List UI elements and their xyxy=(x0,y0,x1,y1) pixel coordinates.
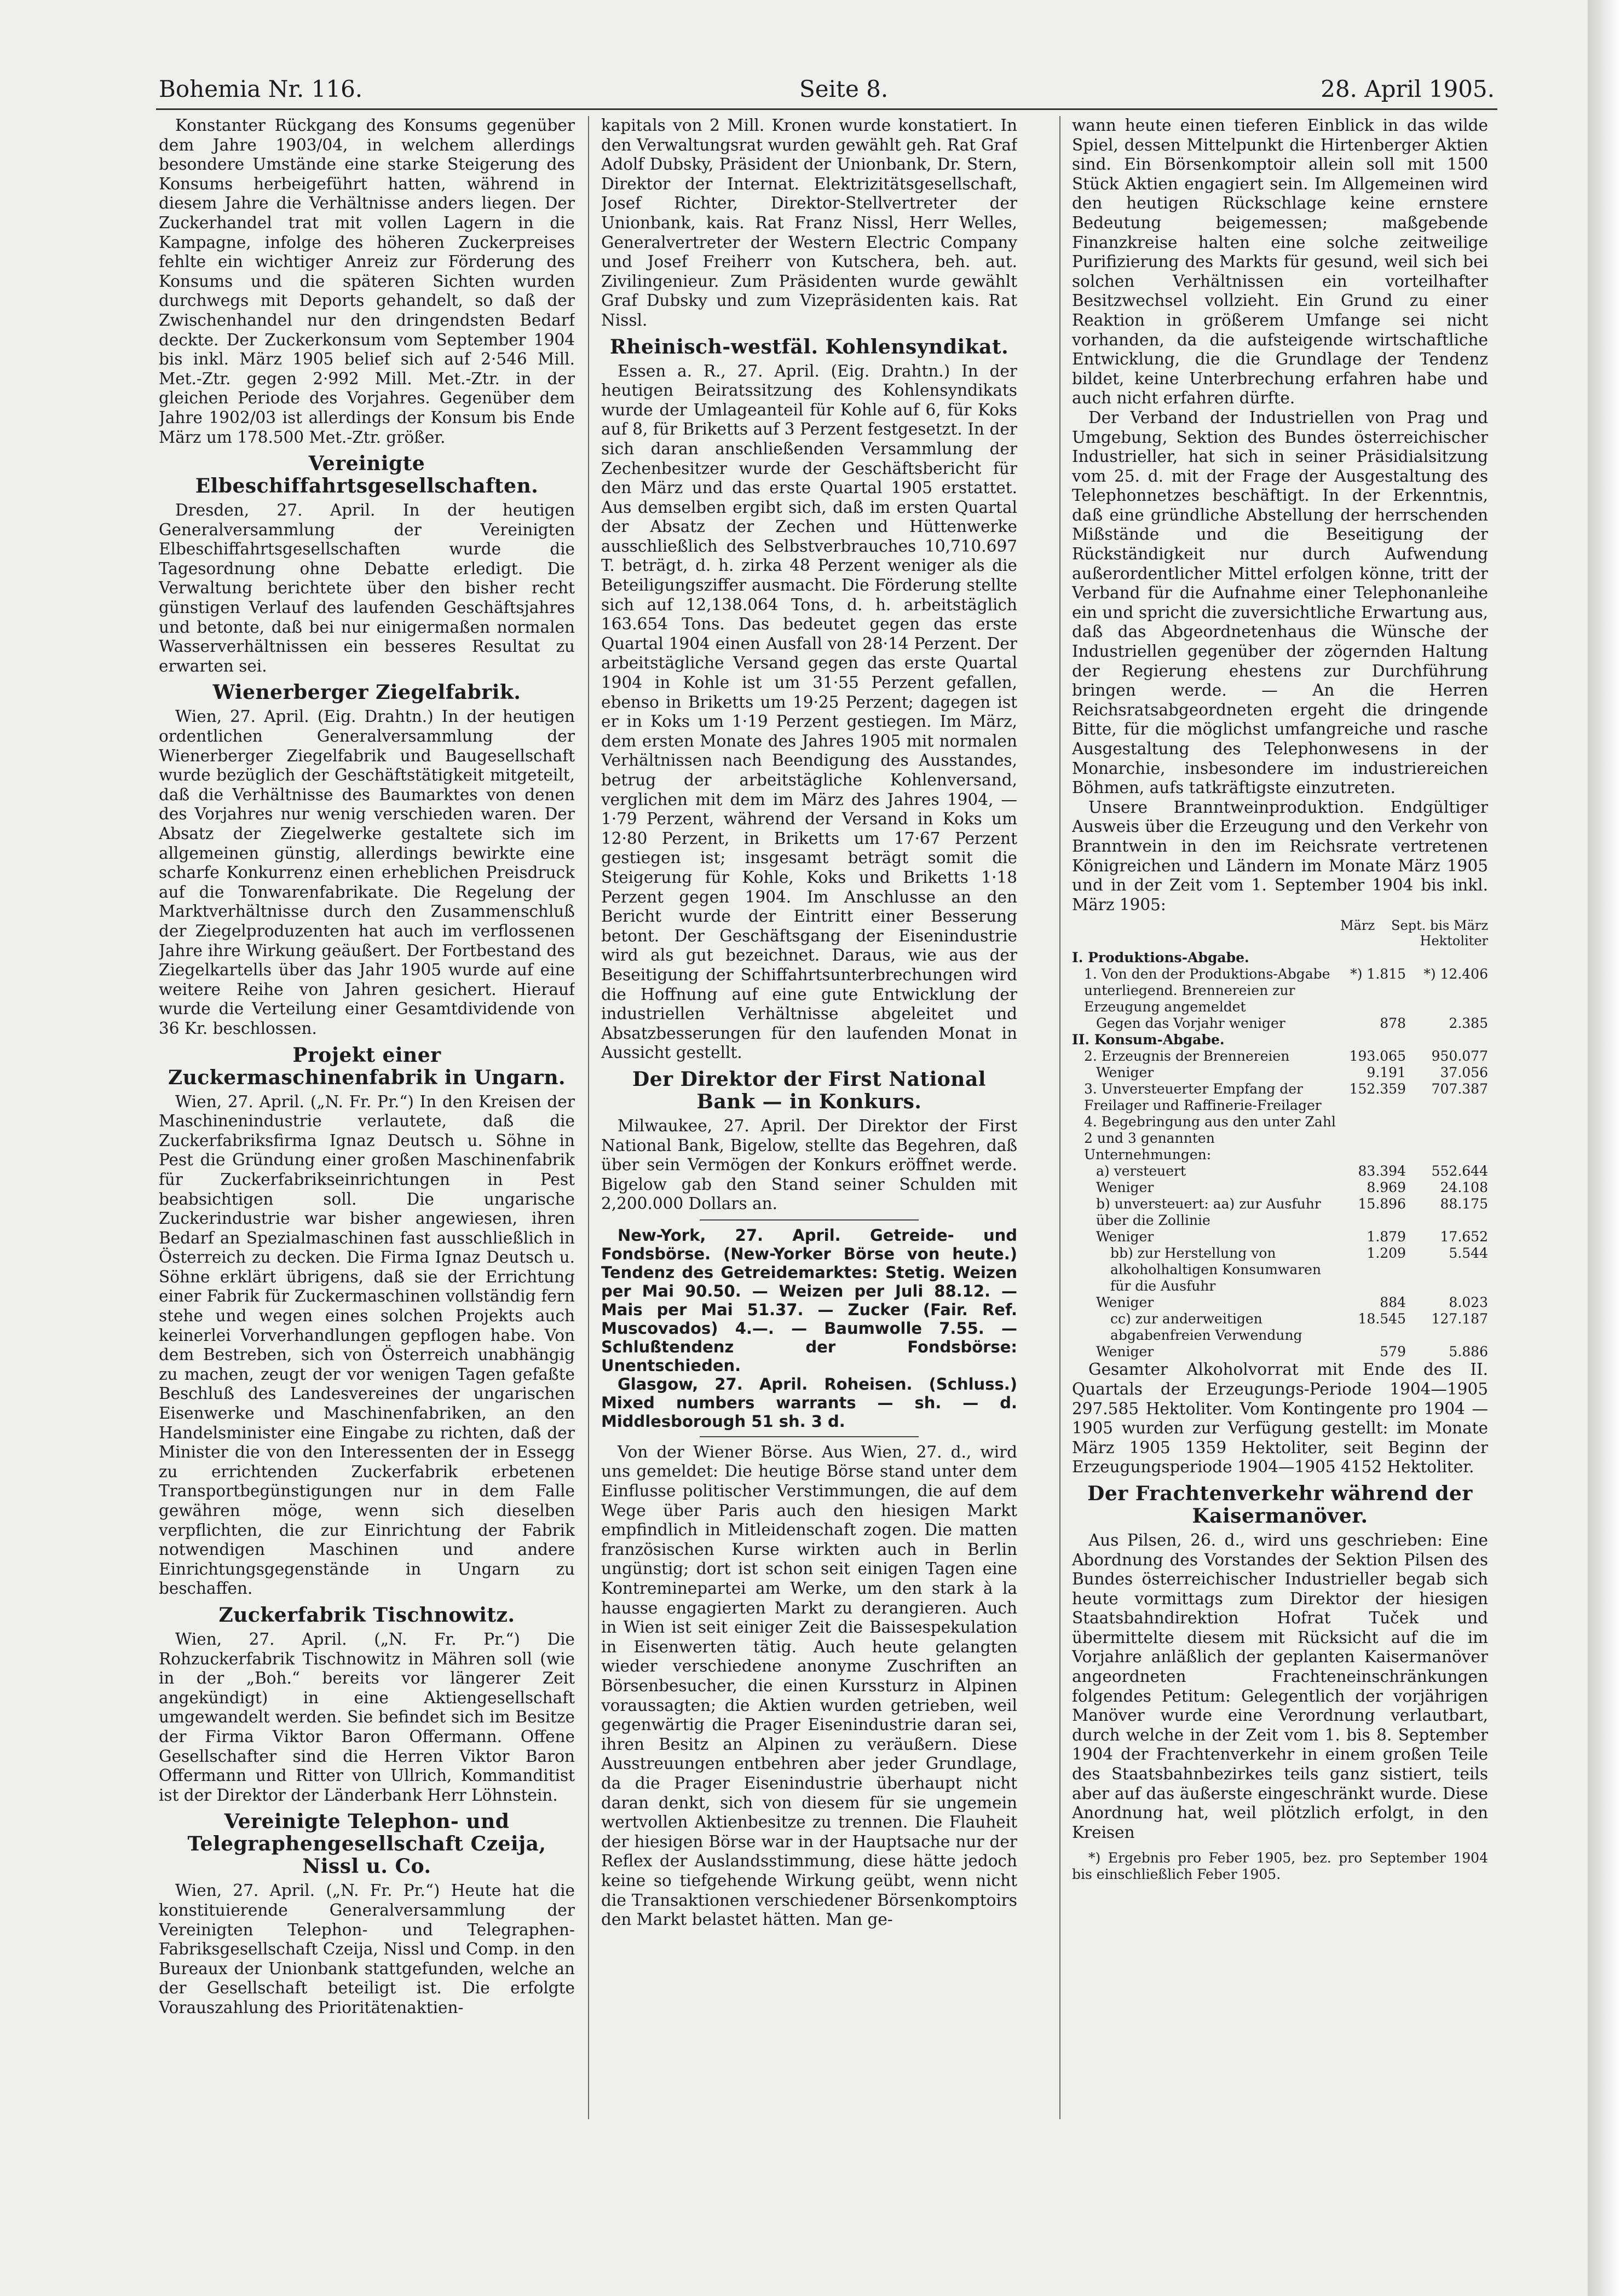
row-label: 1. Von den der Produktions-Abgabe unterliegend. Brennereien zur Erzeugung angemeldet xyxy=(1084,966,1330,1015)
table-row xyxy=(1072,1196,1488,1229)
article-heading: Der Frachtenverkehr während der Kaisermanöver. xyxy=(1087,1482,1473,1528)
article-heading: Vereinigte Elbeschiffahrtsgesellschaften. xyxy=(195,452,539,498)
page-header xyxy=(159,76,1495,108)
table-row xyxy=(1072,966,1488,1015)
value-season: 2.385 xyxy=(1449,1015,1488,1032)
value-march: 83.394 xyxy=(1358,1163,1406,1179)
article-paragraph: Von der Wiener Börse. Aus Wien, 27. d., wird uns gemeldet: Die heutige Börse stand unter dem Einflusse politischer Verstimmungen, die auf dem Wege über Paris auch den hiesigen Markt empfindlich in Mitleidenschaft zogen. Die matten französischen Kurse wirkten auch in Berlin ungünstig; dort ist schon seit einigen Tagen eine Kontremineparteі am Werke, um den stark à la hausse engagierten Markt zu derangieren. Auch in Wien ist seit einiger Zeit die Baissespekulation in Eisenwerten tätig. Auch heute gelangten wieder verschiedene anonyme Zuschriften an Börsenbesucher, die einen Kurssturz in Alpinen voraussagten; die Aktien wurden getrieben, weil gegenwärtig die Prager Eisenindustrie daran sei, ihren Besitz an Alpinen zu veräußern. Diese Ausstreuungen entbehren aber jeder Grundlage, da die Prager Eisenindustrie überhaupt nicht daran denkt, sich von diesem für sie ungemein wertvollen Aktienbesitze zu trennen. Die Flauheit der hiesigen Börse war in der Hauptsache nur der Reflex der Auslandsstimmung, diese hätte jedoch keine so tiefgehende Wirkung geübt, wenn nicht die Transaktionen verschiedener Börsenkomptoirs den Markt belastet hätten. Man ge- xyxy=(601,1442,1017,1929)
article-paragraph: Dresden, 27. April. In der heutigen Generalversammlung der Vereinigten Elbeschiffahrtsgesellschaften wurde die Tagesordnung ohne Debatte erledigt. Die Verwaltung berichtete über den bisher recht günstigen Verlauf des laufenden Geschäftsjahres und betonte, daß bei nur einigermaßen normalen Wasserverhältnissen ein besseres Resultat zu erwarten sei. xyxy=(159,501,575,675)
value-season: 5.886 xyxy=(1449,1344,1488,1360)
market-report: Glasgow, 27. April. Roheisen. (Schluss.) Mixed numbers warrants — sh. — d. Middlesborough 51 sh. 3 d. xyxy=(601,1374,1017,1431)
row-label: Weniger xyxy=(1096,1344,1154,1360)
value-season: 37.056 xyxy=(1440,1065,1488,1081)
value-march: 152.359 xyxy=(1349,1081,1406,1097)
column-3 xyxy=(1072,116,1488,2119)
value-march: 18.545 xyxy=(1358,1311,1406,1327)
article-paragraph: Wien, 27. April. („N. Fr. Pr.“) Die Rohzuckerfabrik Tischnowitz in Mähren soll (wie in der „Boh.“ bereits vor längerer Zeit angekündigt) in eine Aktiengesellschaft umgewandelt werden. Sie befindet sich im Besitze der Firma Viktor Baron Offermann. Offene Gesellschafter sind die Herren Viktor Baron Offermann und Ritter von Ullrich, Kommanditist ist der Direktor der Länderbank Herr Löhnstein. xyxy=(159,1629,575,1805)
separator-rule xyxy=(700,1219,919,1221)
value-season: 552.644 xyxy=(1431,1163,1488,1179)
column-1 xyxy=(159,116,575,2119)
row-label: cc) zur anderweitigen abgabenfreien Verwendung xyxy=(1110,1311,1302,1344)
article-heading: Rheinisch-westfäl. Kohlensyndikat. xyxy=(609,335,1009,358)
row-label: Weniger xyxy=(1096,1294,1154,1311)
article-paragraph: wann heute einen tieferen Einblick in das wilde Spiel, dessen Mittelpunkt die Hirtenberger Aktien sind. Ein Börsenkomptoir allein soll mit 1500 Stück Aktien engagiert sein. Im Allgemeinen wird den heutigen Rückschlage keine ernstere Bedeutung beigemessen; maßgebende Finanzkreise halten eine solche zeitweilige Purifizierung des Markts für gesund, weil sich bei solchen Verhältnissen ein vorteilhafter Besitzwechsel vollzieht. Ein Grund zu einer Reaktion in größerem Umfange sei nicht vorhanden, da die aufsteigende wirtschaftliche Entwicklung, die die Grundlage der Tendenz bildet, keine Unterbrechung erfahren habe und auch nicht erfahren dürfte. xyxy=(1072,116,1488,408)
value-march: 9.191 xyxy=(1367,1065,1406,1081)
value-season: 950.077 xyxy=(1431,1048,1488,1065)
row-label: 4. Begebringung aus den unter Zahl 2 und 3 genannten Unternehmungen: xyxy=(1084,1114,1336,1163)
value-march: 8.969 xyxy=(1367,1179,1406,1196)
article-heading: Der Direktor der First National Bank — in Konkurs. xyxy=(632,1067,986,1113)
table-col-march: März xyxy=(1340,918,1375,934)
row-label: 3. Unversteuerter Empfang der Freilager und Raffinerie-Freilager xyxy=(1084,1081,1322,1114)
article-paragraph: Milwaukee, 27. April. Der Direktor der First National Bank, Bigelow, stellte das Begehren, daß über sein Vermögen der Konkurs eröffnet werde. Bigelow gab den Stand seiner Schulden mit 2,200.000 Dollars an. xyxy=(601,1116,1017,1213)
value-march: 1.209 xyxy=(1367,1245,1406,1262)
value-season: 5.544 xyxy=(1449,1245,1488,1262)
table-row xyxy=(1072,1114,1488,1163)
article-paragraph: Konstanter Rückgang des Konsums gegenüber dem Jahre 1903/04, in welchem allerdings besondere Umstände eine starke Steigerung des Konsums herbeigeführt hatten, während in diesem Jahre die Verhältnisse anders liegen. Der Zuckerhandel trat mit vollen Lagern in die Kampagne, infolge des höheren Zuckerpreises fehlte ein wichtiger Anreiz zur Förderung des Konsums und die späteren Sichten wurden durchwegs mit Deports gehandelt, so daß der Zwischenhandel nur den dringendsten Bedarf deckte. Der Zuckerkonsum vom September 1904 bis inkl. März 1905 belief sich auf 2·546 Mill. Met.-Ztr. gegen 2·992 Mill. Met.-Ztr. in der gleichen Periode des Vorjahres. Gegenüber dem Jahre 1902/03 ist allerdings der Konsum bis Ende März um 178.500 Met.-Ztr. größer. xyxy=(159,116,575,447)
value-season: 17.652 xyxy=(1440,1229,1488,1245)
article-paragraph: Essen a. R., 27. April. (Eig. Drahtn.) In der heutigen Beiratssitzung des Kohlensyndikats wurde der Umlageanteil für Kohle auf 6, für Koks auf 8, für Briketts auf 3 Perzent festgesetzt. In der sich daran anschließenden Versammlung der Zechenbesitzer wurde der Geschäftsbericht für den März und das erste Quartal 1905 erstattet. Aus demselben ergibt sich, daß im ersten Quartal der Absatz der Zechen und Hüttenwerke ausschließlich des Selbstverbrauches 10,710.697 T. beträgt, d. h. zirka 48 Perzent weniger als die Beteiligungsziffer ausmacht. Die Förderung stellte sich auf 12,138.064 Tons, d. h. arbeitstäglich 163.654 Tons. Das bedeutet gegen das erste Quartal 1904 einen Ausfall von 28·14 Perzent. Der arbeitstägliche Versand gegen das erste Quartal 1904 in Kohle ist um 31·55 Perzent gefallen, ebenso in Briketts um 19·25 Perzent; dagegen ist er in Koks um 1·19 Perzent gestiegen. Im März, dem ersten Monate des Jahres 1905 mit normalen Verhältnissen nach Beendigung des Ausstandes, betrug der arbeitstägliche Kohlenversand, verglichen mit dem im März des Jahres 1904, — 1·79 Perzent, während der Versand in Koks um 12·80 Perzent, in Briketts um 17·67 Perzent gestiegen ist; insgesamt beträgt somit die Steigerung für Kohle, Koks und Briketts 1·18 Perzent gegen 1904. Im Anschlusse an den Bericht wurde der Eintritt einer Besserung betont. Der Geschäftsgang der Eisenindustrie wird als gut bezeichnet. Daraus, wie aus der Beseitigung der Schiffahrtsunterbrechungen wird die Hoffnung auf eine gute Entwicklung der industriellen Verhältnisse abgeleitet und Absatzbesserungen für den laufenden Monat in Aussicht gestellt. xyxy=(601,361,1017,1062)
article-paragraph: Wien, 27. April. (Eig. Drahtn.) In der heutigen ordentlichen Generalversammlung der Wienerberger Ziegelfabrik und Baugesellschaft wurde bezüglich der Geschäftstätigkeit mitgeteilt, daß die Verhältnisse des Baumarktes von denen des Vorjahres nur wenig verschieden waren. Der Absatz der Ziegelwerke gestaltete sich im allgemeinen günstig, allerdings bewirkte eine scharfe Konkurrenz einen erheblichen Preisdruck auf die Tonwarenfabrikate. Die Regelung der Marktverhältnisse durch den Zusammenschluß der Ziegelproduzenten hat auch im verflossenen Jahre ihre Wirkung geäußert. Der Fortbestand des Ziegelkartells über das Jahr 1905 wurde auf eine weitere Reihe von Jahren gesichert. Hierauf wurde die Verteilung einer Gesamtdividende von 36 Kr. beschlossen. xyxy=(159,707,575,1038)
value-season: 707.387 xyxy=(1431,1081,1488,1097)
issue-date: 28. April 1905. xyxy=(1321,76,1495,102)
row-label: a) versteuert xyxy=(1096,1163,1186,1179)
value-march xyxy=(1346,1032,1406,1048)
value-march: 15.896 xyxy=(1358,1196,1406,1212)
value-season xyxy=(1406,1114,1488,1163)
article-heading: Wienerberger Ziegelfabrik. xyxy=(212,681,521,704)
table-col-season: Sept. bis März xyxy=(1391,918,1488,934)
table-row xyxy=(1072,1048,1488,1065)
stats-table xyxy=(1072,950,1488,1360)
table-row xyxy=(1072,1015,1488,1032)
column-divider xyxy=(1059,116,1060,2119)
table-row xyxy=(1072,1179,1488,1196)
article-paragraph: Wien, 27. April. („N. Fr. Pr.“) Heute hat die konstituierende Generalversammlung der Vereinigten Telephon- und Telegraphen-Fabriksgesellschaft Czeija, Nissl und Comp. in den Bureaux der Unionbank stattgefunden, welche an der Gesellschaft beteiligt ist. Die erfolgte Vorauszahlung des Prioritätenaktien- xyxy=(159,1881,575,2017)
value-season: 127.187 xyxy=(1431,1311,1488,1327)
table-row xyxy=(1072,950,1488,966)
market-report: New-York, 27. April. Getreide- und Fondsbörse. (New-Yorker Börse von heute.) Tendenz des Getreidemarktes: Stetig. Weizen per Mai 90.50. — Weizen per Juli 88.12. — Mais per Mai 51.37. — Zucker (Fair. Ref. Muscovados) 4.—. — Baumwolle 7.55. — Schlußtendenz der Fondsbörse: Unentschieden. xyxy=(601,1225,1017,1375)
article-heading: Vereinigte Telephon- und Telegraphengesellschaft Czeija, Nissl u. Co. xyxy=(187,1810,546,1878)
value-march: 878 xyxy=(1380,1015,1406,1032)
row-label: Weniger xyxy=(1096,1065,1154,1081)
value-march: 579 xyxy=(1380,1344,1406,1360)
value-season: 8.023 xyxy=(1449,1294,1488,1311)
table-row xyxy=(1072,1065,1488,1081)
table-row xyxy=(1072,1081,1488,1114)
table-row xyxy=(1072,1229,1488,1245)
column-2 xyxy=(601,116,1017,2119)
table-row xyxy=(1072,1245,1488,1294)
article-paragraph: Wien, 27. April. („N. Fr. Pr.“) In den Kreisen der Maschinenindustrie verlautete, daß die Zuckerfabriksfirma Ignaz Deutsch u. Söhne in Pest die Gründung einer großen Maschinenfabrik für Zuckerfabrikseinrichtungen in Pest beabsichtigen soll. Die ungarische Zuckerindustrie war bisher angewiesen, ihren Bedarf an Spezialmaschinen fast ausschließlich in Österreich zu decken. Die Firma Ignaz Deutsch u. Söhne erklärt übrigens, daß sie der Errichtung einer Fabrik für Zuckermaschinen vollständig fern stehe und wegen eines solchen Projekts auch keinerlei Vorverhandlungen gepflogen habe. Von dem Bestreben, sich von Österreich unabhängig zu machen, zeugt der vor wenigen Tagen gefaßte Beschluß des Landesvereines der ungarischen Eisenwerke und Maschinenfabriken, an den Handelsminister eine Eingabe zu richten, daß der Minister die von den Interessenten der in Essegg zu errichtenden Zuckerfabrik erbetenen Transportbegünstigungen nur in dem Falle gewähren möge, wenn sich dieselben verpflichten, die zur Einrichtung der Fabrik notwendigen Maschinen und andere Einrichtungsgegenstände in Ungarn zu beschaffen. xyxy=(159,1092,575,1598)
value-march: 193.065 xyxy=(1349,1048,1406,1065)
value-march: 1.879 xyxy=(1367,1229,1406,1245)
article-paragraph: kapitals von 2 Mill. Kronen wurde konstatiert. In den Verwaltungsrat wurden gewählt geh. Rat Graf Adolf Dubsky, Präsident der Unionbank, Dr. Stern, Direktor der Internat. Elektrizitätsgesellschaft, Josef Richter, Direktor-Stellvertreter der Unionbank, kais. Rat Franz Nissl, Herr Welles, Generalvertreter der Western Electric Company und Josef Freiherr von Kutschera, beh. aut. Zivilingenieur. Zum Präsidenten wurde gewählt Graf Dubsky und zum Vizepräsidenten kais. Rat Nissl. xyxy=(601,116,1017,329)
value-march: *) 1.815 xyxy=(1350,966,1406,982)
table-header xyxy=(1072,918,1488,949)
separator-rule xyxy=(700,1436,919,1437)
value-season: 24.108 xyxy=(1440,1179,1488,1196)
value-march xyxy=(1346,1114,1406,1163)
value-season: *) 12.406 xyxy=(1423,966,1488,982)
row-label: 2. Erzeugnis der Brennereien xyxy=(1084,1048,1290,1065)
row-label: bb) zur Herstellung von alkoholhaltigen Konsumwaren für die Ausfuhr xyxy=(1110,1245,1322,1294)
page-number: Seite 8. xyxy=(799,76,889,102)
row-label: b) unversteuert: aa) zur Ausfuhr über die Zollinie xyxy=(1096,1196,1321,1229)
article-paragraph: Der Verband der Industriellen von Prag und Umgebung, Sektion des Bundes österreichischer Industrieller, hat sich in seiner Präsidialsitzung vom 25. d. mit der Frage der Ausgestaltung des Telephonnetzes beschäftigt. In der Erkenntnis, daß eine gründliche Abstellung der herrschenden Mißstände und die Beseitigung der Rückständigkeit nur durch Aufwendung außerordentlicher Mittel erfolgen könne, tritt der Verband für die Aufnahme einer Telephonanleihe ein und spricht die zuversichtliche Erwartung aus, daß das Abgeordnetenhaus die Wünsche der Industriellen gegenüber der zögernden Haltung der Regierung ehestens zur Durchführung bringen werde. — An die Herren Reichsratsabgeordneten ergeht die dringende Bitte, für die möglichst umfangreiche und rasche Ausgestaltung des Telephonwesens in der Monarchie, insbesondere im industriereichen Böhmen, aufs tatkräftigste einzutreten. xyxy=(1072,408,1488,797)
row-label: Weniger xyxy=(1096,1179,1154,1196)
value-season: 88.175 xyxy=(1440,1196,1488,1212)
spirits-table xyxy=(1072,918,1488,1360)
value-march: 884 xyxy=(1380,1294,1406,1311)
publication-name: Bohemia Nr. 116. xyxy=(159,76,363,102)
value-march xyxy=(1346,950,1406,966)
header-rule xyxy=(156,108,1497,110)
footnote: *) Ergebnis pro Feber 1905, bez. pro September 1904 bis einschließlich Feber 1905. xyxy=(1072,1850,1488,1883)
table-row xyxy=(1072,1311,1488,1344)
article-heading: Zuckerfabrik Tischnowitz. xyxy=(218,1603,515,1627)
table-row xyxy=(1072,1294,1488,1311)
table-unit: Hektoliter xyxy=(1420,933,1488,949)
column-divider xyxy=(588,116,589,2119)
row-label: Gegen das Vorjahr weniger xyxy=(1096,1015,1285,1032)
table-row xyxy=(1072,1163,1488,1179)
row-label: I. Produktions-Abgabe. xyxy=(1072,950,1249,966)
value-season xyxy=(1406,950,1488,966)
article-heading: Projekt einer Zuckermaschinenfabrik in Ungarn. xyxy=(168,1043,566,1089)
row-label: II. Konsum-Abgabe. xyxy=(1072,1032,1225,1048)
article-paragraph: Aus Pilsen, 26. d., wird uns geschrieben: Eine Abordnung des Vorstandes der Sektion Pilsen des Bundes österreichischer Industrieller begab sich heute vormittags zum Direktor der hiesigen Staatsbahndirektion Hofrat Tuček und übermittelte diesem mit Rücksicht auf die im Vorjahre anläßlich der geplanten Kaisermanöver angeordneten Frachteneinschränkungen folgendes Petitum: Gelegentlich der vorjährigen Manöver wurde eine Verordnung verlautbart, durch welche in der Zeit vom 1. bis 8. September 1904 der Frachtenverkehr in einem großen Teile des Staatsbahnbezirkes teils ganz sistiert, teils aber auf das äußerste eingeschränkt wurde. Diese Anordnung hat, weil plötzlich erfolgt, in den Kreisen xyxy=(1072,1530,1488,1842)
value-season xyxy=(1406,1032,1488,1048)
table-row xyxy=(1072,1032,1488,1048)
article-paragraph: Unsere Branntweinproduktion. Endgültiger Ausweis über die Erzeugung und den Verkehr von Branntwein in den im Reichsrate vertretenen Königreichen und Ländern im Monate März 1905 und in der Zeit vom 1. September 1904 bis inkl. März 1905: xyxy=(1072,797,1488,914)
page-edge xyxy=(1588,0,1620,2296)
table-row xyxy=(1072,1344,1488,1360)
article-paragraph: Gesamter Alkoholvorrat mit Ende des II. Quartals der Erzeugungs-Periode 1904—1905 297.585 Hektoliter. Vom Kontingente pro 1904 —1905 wurden zur Verfügung gestellt: im Monate März 1905 1359 Hektoliter, seit Beginn der Erzeugungsperiode 1904—1905 4152 Hektoliter. xyxy=(1072,1360,1488,1477)
row-label: Weniger xyxy=(1096,1229,1154,1245)
